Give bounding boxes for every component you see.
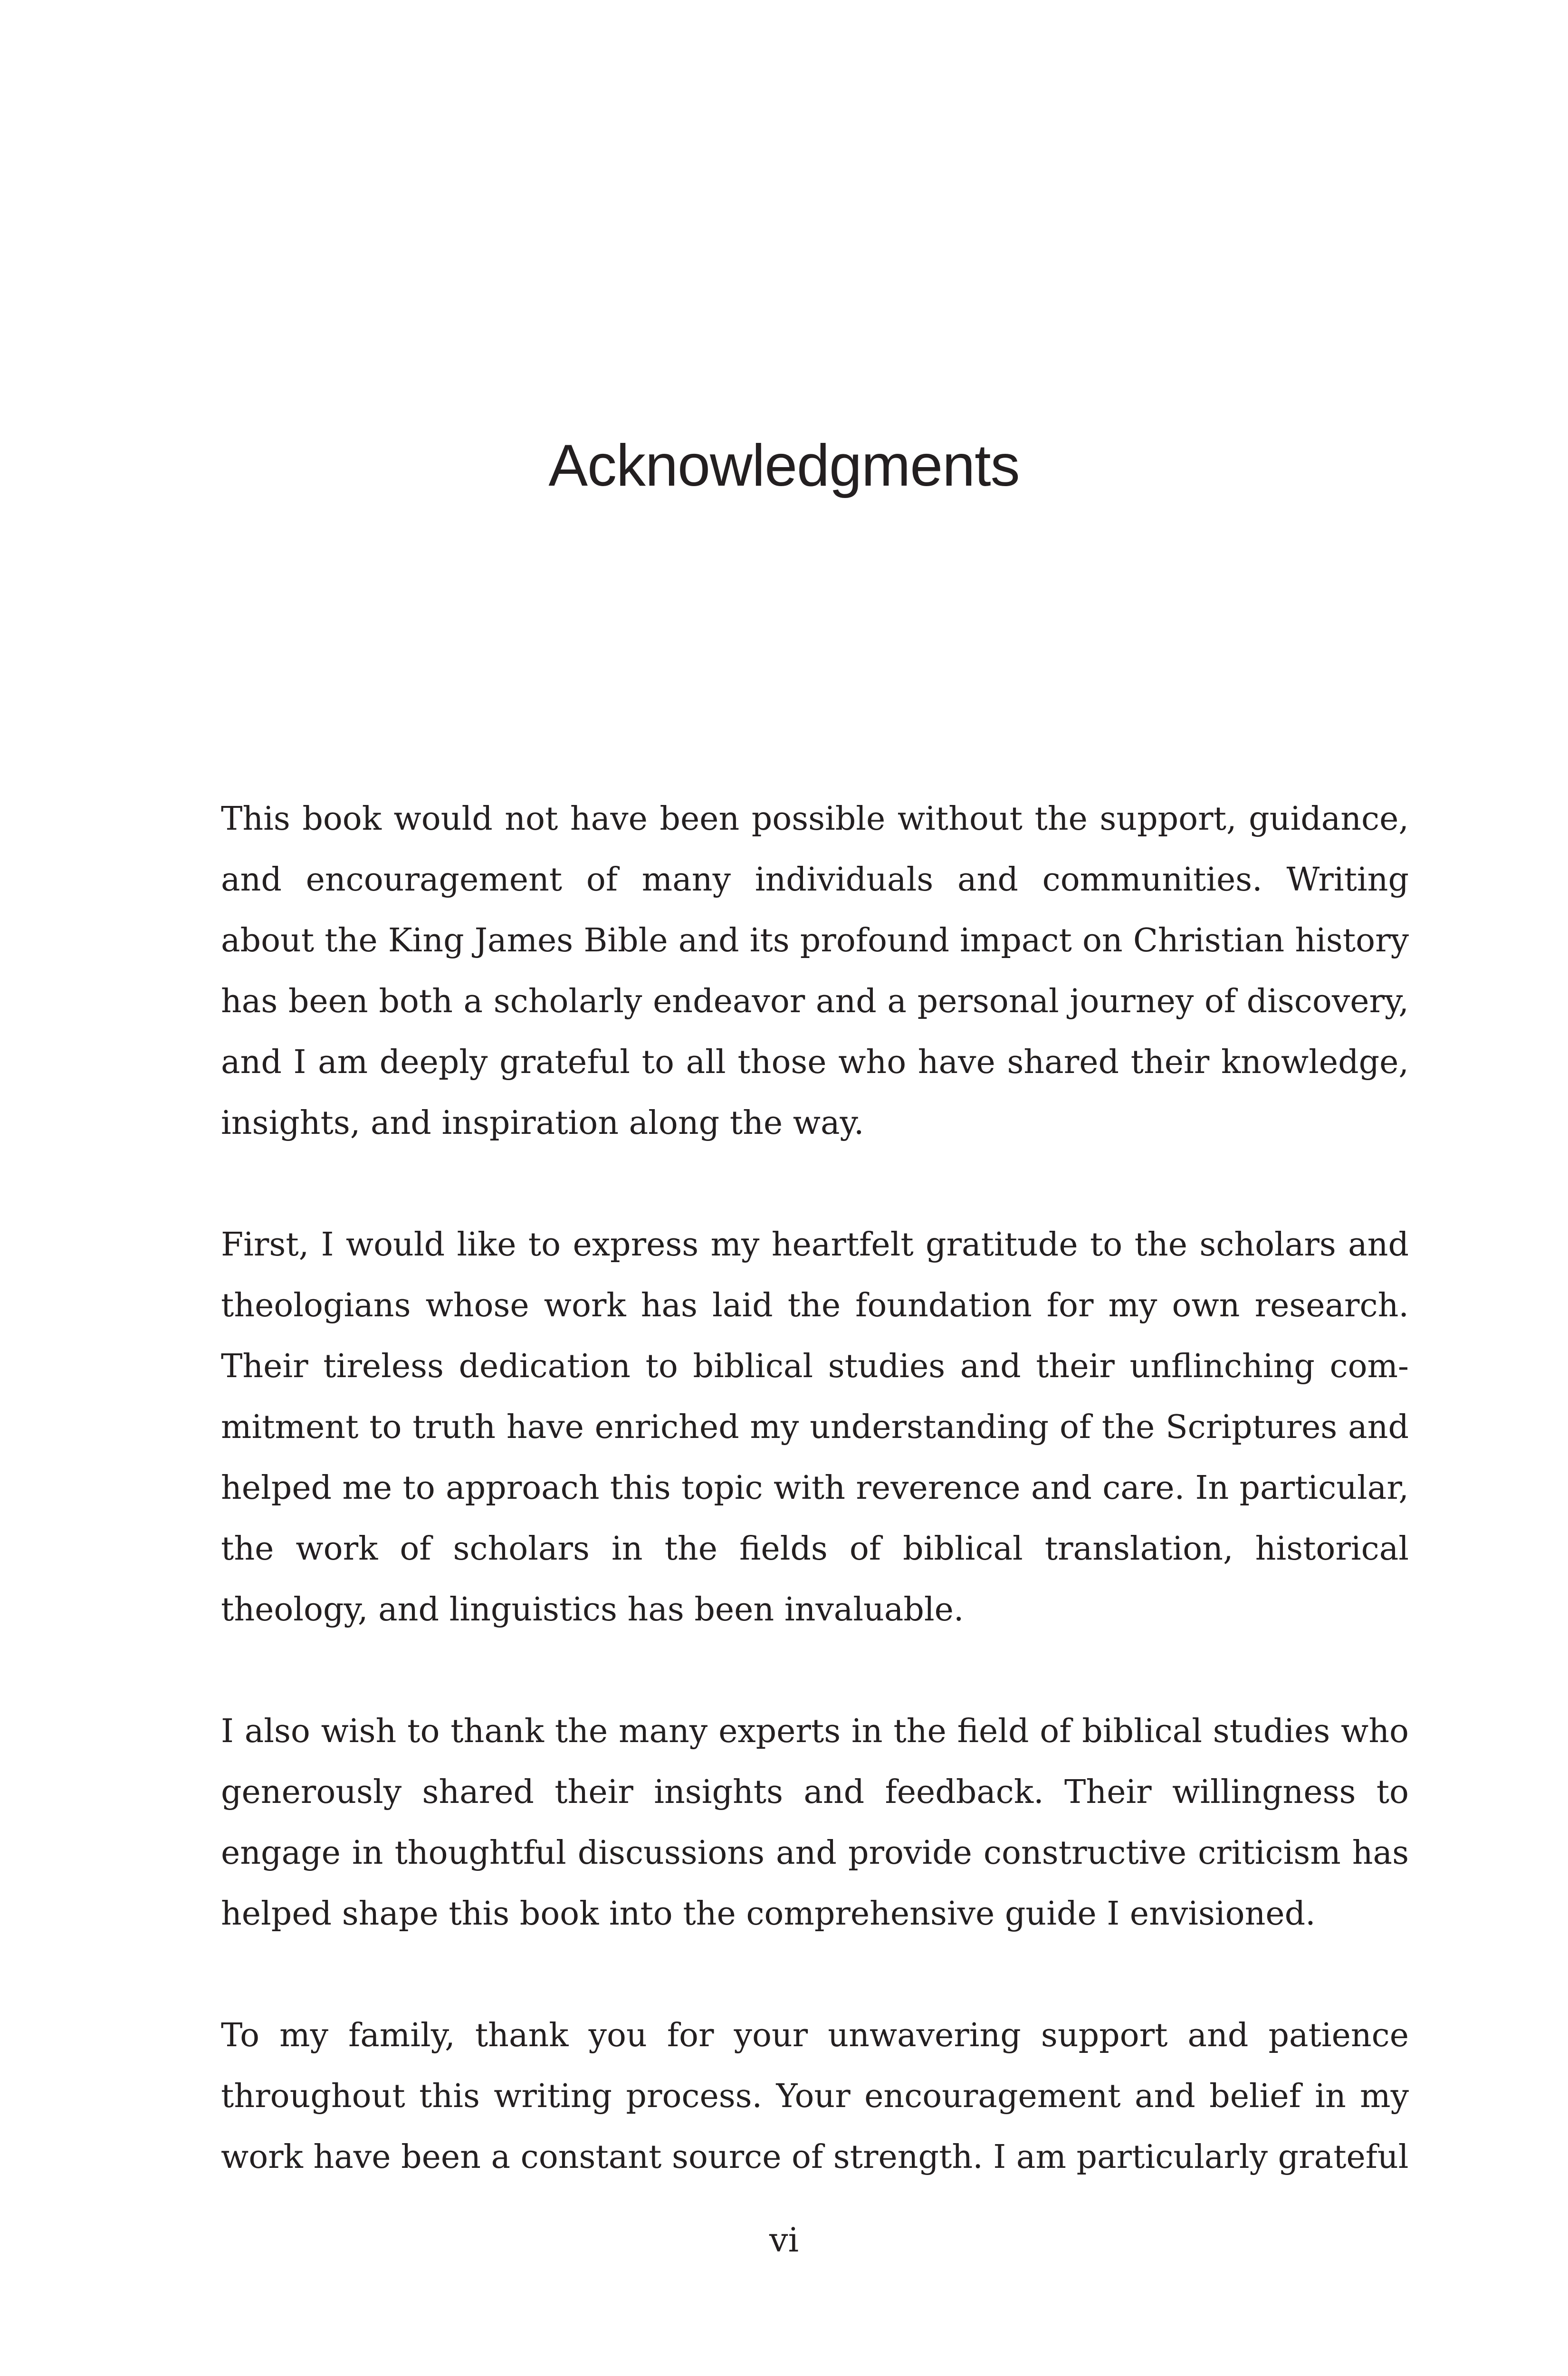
paragraph-1: This book would not have been possible without the support, guidance, and encouragement of many individuals and communities. Writing about the King James Bible and its profound impact on Christian history has been both a scholarly endeavor and a personal journey of discovery, and I am deeply grateful to all those who have shared their knowledge, insights, and inspiration along the way. xyxy=(221,800,1409,1142)
page-title: Acknowledgments xyxy=(548,433,1020,498)
page-number: vi xyxy=(769,2221,799,2260)
paragraph-3: I also wish to thank the many experts in the field of biblical studies who generously shared their insights and feedback. Their willingness to engage in thoughtful discussions and provide constructive criticism has helped shape this book into the comprehensive guide I envisioned. xyxy=(221,1713,1409,1933)
body-text xyxy=(221,789,1409,2188)
paragraph-4: To my family, thank you for your unwavering support and patience throughout this writing process. Your encouragement and belief in my work have been a constant source of strength. I am particularly grateful xyxy=(221,2017,1409,2176)
paragraph-2: First, I would like to express my heartfelt gratitude to the scholars and theologians whose work has laid the foundation for my own research. Their tireless dedication to biblical studies and their unflinching commitment to truth have enriched my understanding of the Scriptures and helped me to approach this topic with reverence and care. In particular, the work of scholars in the fields of biblical translation, historical theology, and linguistics has been invaluable. xyxy=(221,1226,1409,1629)
